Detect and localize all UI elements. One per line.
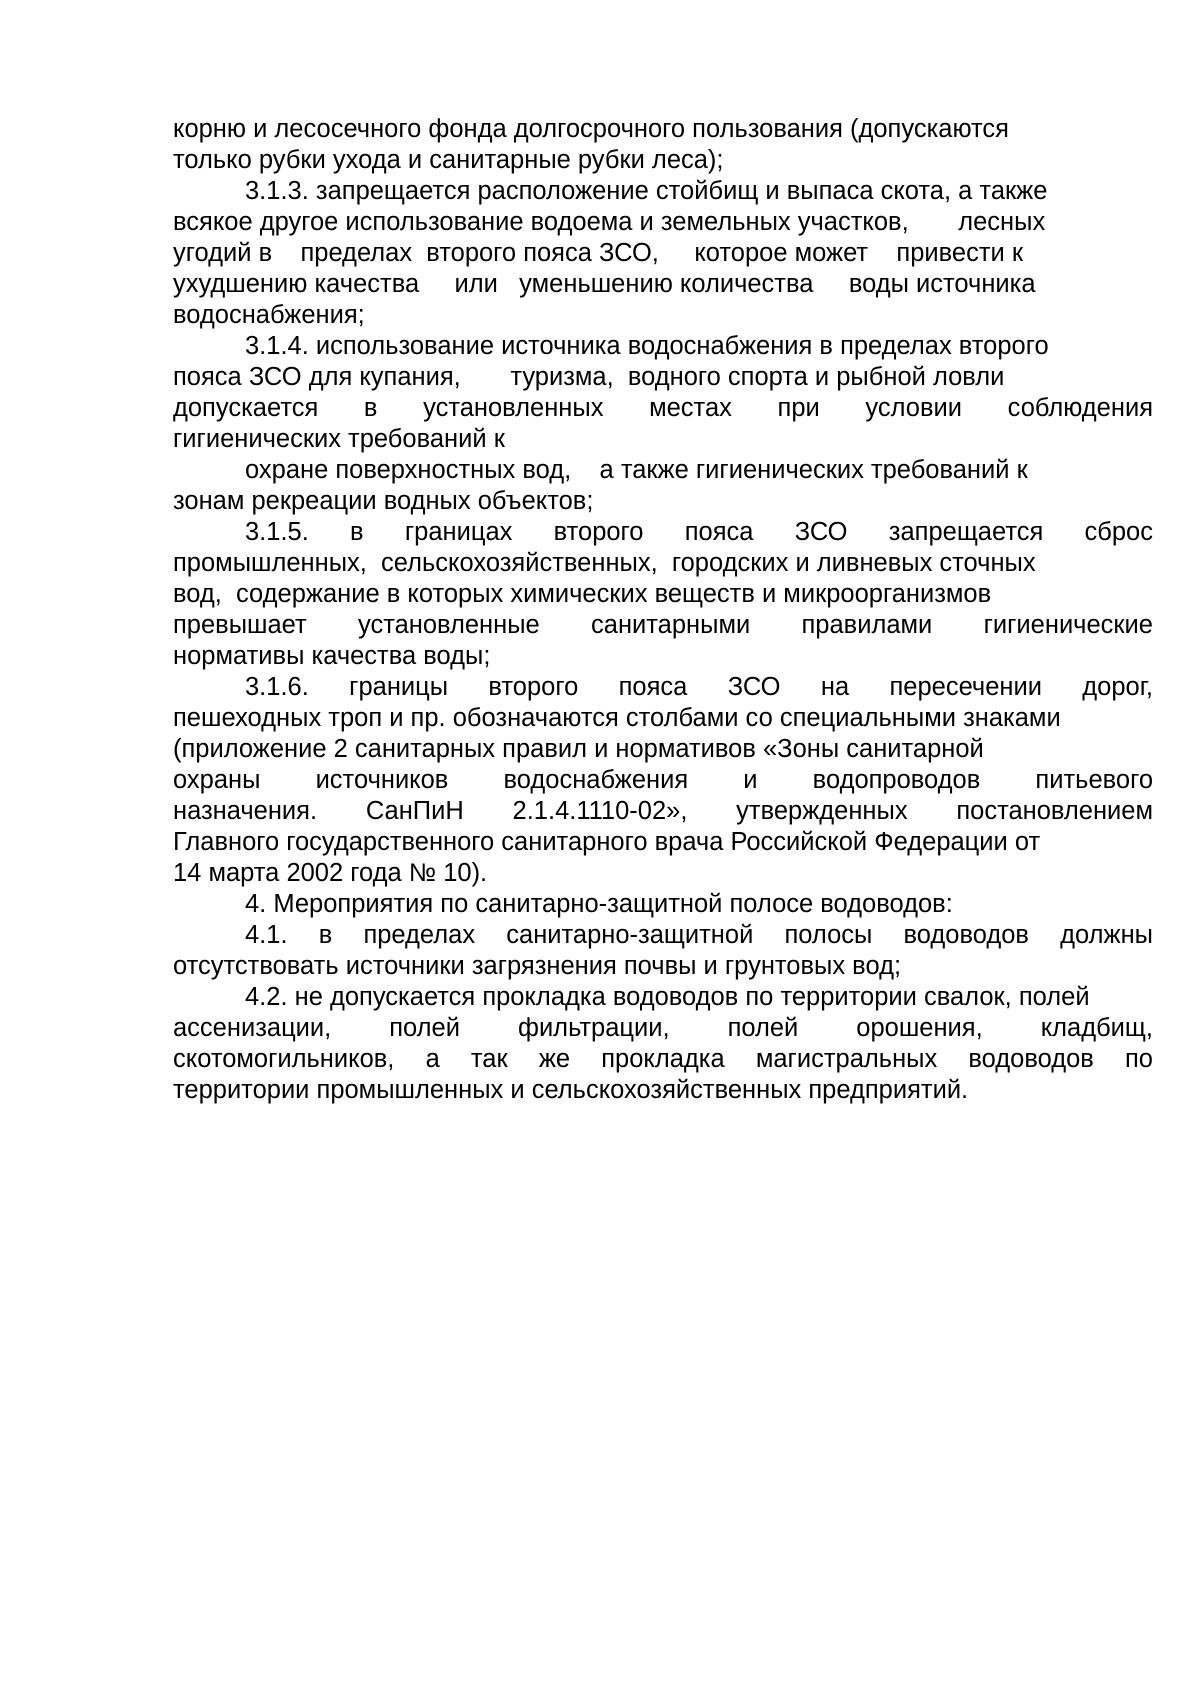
text-line: промышленных, сельскохозяйственных, городских и ливневых сточных <box>173 549 1036 577</box>
text-line: 14 марта 2002 года № 10). <box>173 859 488 887</box>
text-line: охране поверхностных вод, а также гигиенических требований к <box>245 456 1028 484</box>
text-line: охраны источников водоснабжения и водопроводов питьевого <box>173 766 1153 794</box>
text-line: (приложение 2 санитарных правил и нормативов «Зоны санитарной <box>173 735 984 763</box>
text-line: назначения. СанПиН 2.1.4.1110-02», утвержденных постановлением <box>173 797 1153 825</box>
text-line: ассенизации, полей фильтрации, полей орошения, кладбищ, <box>173 1014 1153 1042</box>
text-line: корню и лесосечного фонда долгосрочного пользования (допускаются <box>173 115 1009 143</box>
text-line: 4.2. не допускается прокладка водоводов по территории свалок, полей <box>245 983 1090 1011</box>
text-line: всякое другое использование водоема и земельных участков, лесных <box>173 208 1046 236</box>
text-line: 4. Мероприятия по санитарно-защитной полосе водоводов: <box>245 890 953 918</box>
text-line: скотомогильников, а так же прокладка магистральных водоводов по <box>173 1045 1153 1073</box>
text-line: 3.1.5. в границах второго пояса ЗСО запрещается сброс <box>245 518 1153 546</box>
text-line: угодий в пределах второго пояса ЗСО, которое может привести к <box>173 239 1024 267</box>
text-line: 4.1. в пределах санитарно-защитной полосы водоводов должны <box>245 921 1153 949</box>
text-line: территории промышленных и сельскохозяйственных предприятий. <box>173 1076 969 1104</box>
text-line: 3.1.3. запрещается расположение стойбищ и выпаса скота, а также <box>245 177 1048 205</box>
text-line: 3.1.4. использование источника водоснабжения в пределах второго <box>245 332 1049 360</box>
text-line: пояса ЗСО для купания, туризма, водного спорта и рыбной ловли <box>173 363 1005 391</box>
text-line: 3.1.6. границы второго пояса ЗСО на пересечении дорог, <box>245 673 1153 701</box>
text-line: только рубки ухода и санитарные рубки леса); <box>173 146 724 174</box>
text-line: ухудшению качества или уменьшению количества воды источника <box>173 270 1036 298</box>
text-line: вод, содержание в которых химических веществ и микроорганизмов <box>173 580 992 608</box>
text-line: водоснабжения; <box>173 301 365 329</box>
text-line: отсутствовать источники загрязнения почвы и грунтовых вод; <box>173 952 902 980</box>
text-line: пешеходных троп и пр. обозначаются столбами со специальными знаками <box>173 704 1061 732</box>
text-line: допускается в установленных местах при условии соблюдения <box>173 394 1153 422</box>
document-body-text <box>173 114 1153 1106</box>
text-line: зонам рекреации водных объектов; <box>173 487 594 515</box>
text-line: нормативы качества воды; <box>173 642 491 670</box>
text-line: гигиенических требований к <box>173 425 505 453</box>
text-line: Главного государственного санитарного врача Российской Федерации от <box>173 828 1041 856</box>
text-line: превышает установленные санитарными правилами гигиенические <box>173 611 1153 639</box>
